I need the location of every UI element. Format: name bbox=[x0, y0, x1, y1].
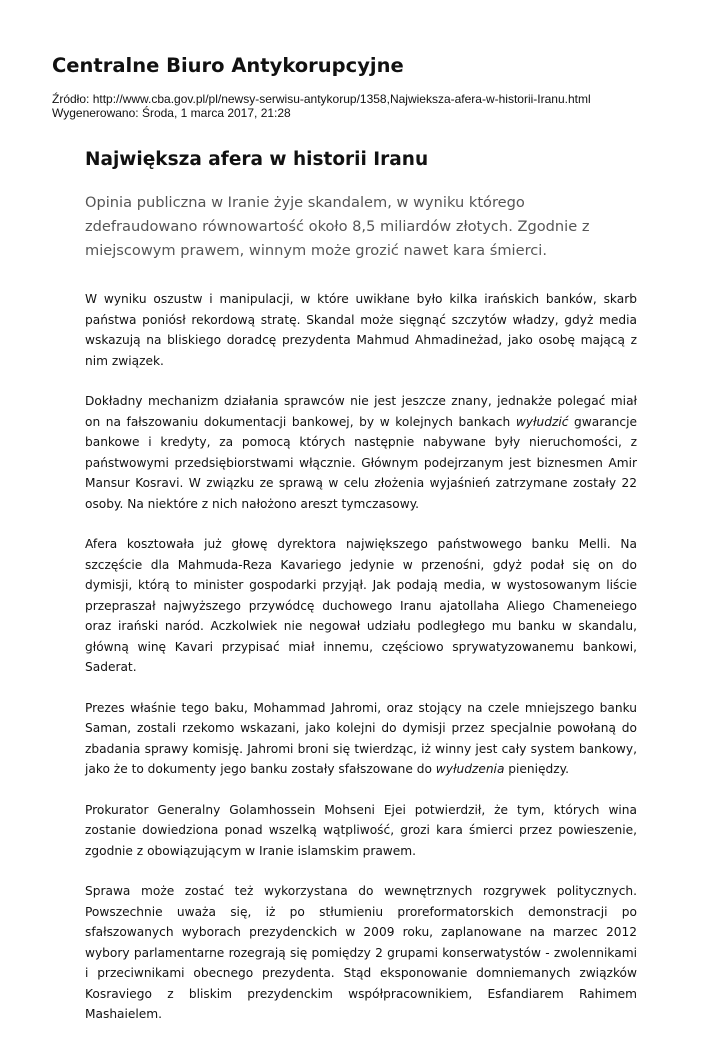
generated-date: Środa, 1 marca 2017, 21:28 bbox=[141, 105, 291, 120]
source-line bbox=[52, 93, 591, 107]
paragraph-4 bbox=[85, 698, 637, 780]
source-url: http://www.cba.gov.pl/pl/newsy-serwisu-antykorup/1358,Najwieksza-afera-w-historii-Iranu.html bbox=[92, 92, 591, 106]
generated-label: Wygenerowano: bbox=[52, 105, 142, 120]
paragraph-1: W wyniku oszustw i manipulacji, w które uwikłane było kilka irańskich banków, skarb państwa poniósł rekordową stratę. Skandal może sięgnąć szczytów władzy, gdyż media wskazują na bliskiego doradcę prezydenta Mahmud Ahmadineżad, jako osobę mającą z nim związek. bbox=[85, 292, 637, 368]
paragraph-4-part-b: pieniędzy. bbox=[504, 762, 570, 776]
site-title: Centralne Biuro Antykorupcyjne bbox=[52, 54, 404, 77]
paragraph-2-emphasis: wyłudzić bbox=[515, 414, 569, 429]
paragraph-2 bbox=[85, 391, 637, 514]
article bbox=[85, 146, 637, 1045]
paragraph-4-emphasis: wyłudzenia bbox=[435, 762, 505, 776]
article-lead: Opinia publiczna w Iranie żyje skandalem, w wyniku którego zdefraudowano równowartość około 8,5 miliardów złotych. Zgodnie z miejscowym prawem, winnym może grozić nawet kara śmierci. bbox=[85, 194, 590, 259]
paragraph-5: Prokurator Generalny Golamhossein Mohseni Ejei potwierdził, że tym, których wina zostanie dowiedziona ponad wszelką wątpliwość, grozi kara śmierci przez powieszenie, zgodnie z obowiązującym w Iranie islamskim prawem. bbox=[85, 802, 637, 858]
generated-line bbox=[52, 107, 591, 121]
paragraph-3: Afera kosztowała już głowę dyrektora największego państwowego banku Melli. Na szczęście dla Mahmuda-Reza Kavariego jedynie w przenośni, gdyż podał się on do dymisji, którą to minister gospodarki przyjął. Jak podają media, w wystosowanym liście przepraszał najwyższego przywódcę duchowego Iranu ajatollaha Aliego Chameneiego oraz irański naród. Aczkolwiek nie negował udziału podległego mu banku w skandalu, główną winę Kavari przypisać miał innemu, częściowo sprywatyzowanemu bankowi, Saderat. bbox=[85, 537, 637, 674]
paragraph-2-part-a: Dokładny mechanizm działania sprawców nie jest jeszcze znany, jednakże polegać miał on na fałszowaniu dokumentacji bankowej, by w kolejnych bankach bbox=[85, 394, 637, 429]
paragraph-2-part-b: gwarancje bankowe i kredyty, za pomocą których następnie nabywane były nieruchomości, z państwowymi przedsiębiorstwami włącznie. Głównym podejrzanym jest biznesmen Amir Mansur Kosravi. W związku ze sprawą w celu złożenia wyjaśnień zatrzymane zostały 22 osoby. Na niektóre z nich nałożono areszt tymczasowy. bbox=[85, 414, 637, 511]
paragraph-6: Sprawa może zostać też wykorzystana do wewnętrznych rozgrywek politycznych. Powszechnie uważa się, iż po stłumieniu proreformatorskich demonstracji po sfałszowanych wyborach prezydenckich w 2009 roku, zaplanowane na marzec 2012 wybory parlamentarne rozegrają się pomiędzy 2 grupami konserwatystów - zwolennikami i przeciwnikami obecnego prezydenta. Stąd eksponowanie domniemanych związków Kosraviego z bliskim prezydenckim współpracownikiem, Esfandiarem Rahimem Mashaielem. bbox=[85, 884, 637, 1021]
document-meta bbox=[52, 93, 591, 120]
article-title: Największa afera w historii Iranu bbox=[85, 149, 429, 170]
article-body bbox=[85, 289, 637, 1025]
source-label: Źródło: bbox=[52, 92, 93, 106]
paragraph-4-part-a: Prezes właśnie tego baku, Mohammad Jahromi, oraz stojący na czele mniejszego banku Saman, zostali rzekomo wskazani, jako kolejni do dymisji przez specjalnie powołaną do zbadania sprawy komisję. Jahromi broni się twierdząc, iż winny jest cały system bankowy, jako że to dokumenty jego banku zostały sfałszowane do bbox=[85, 700, 637, 776]
